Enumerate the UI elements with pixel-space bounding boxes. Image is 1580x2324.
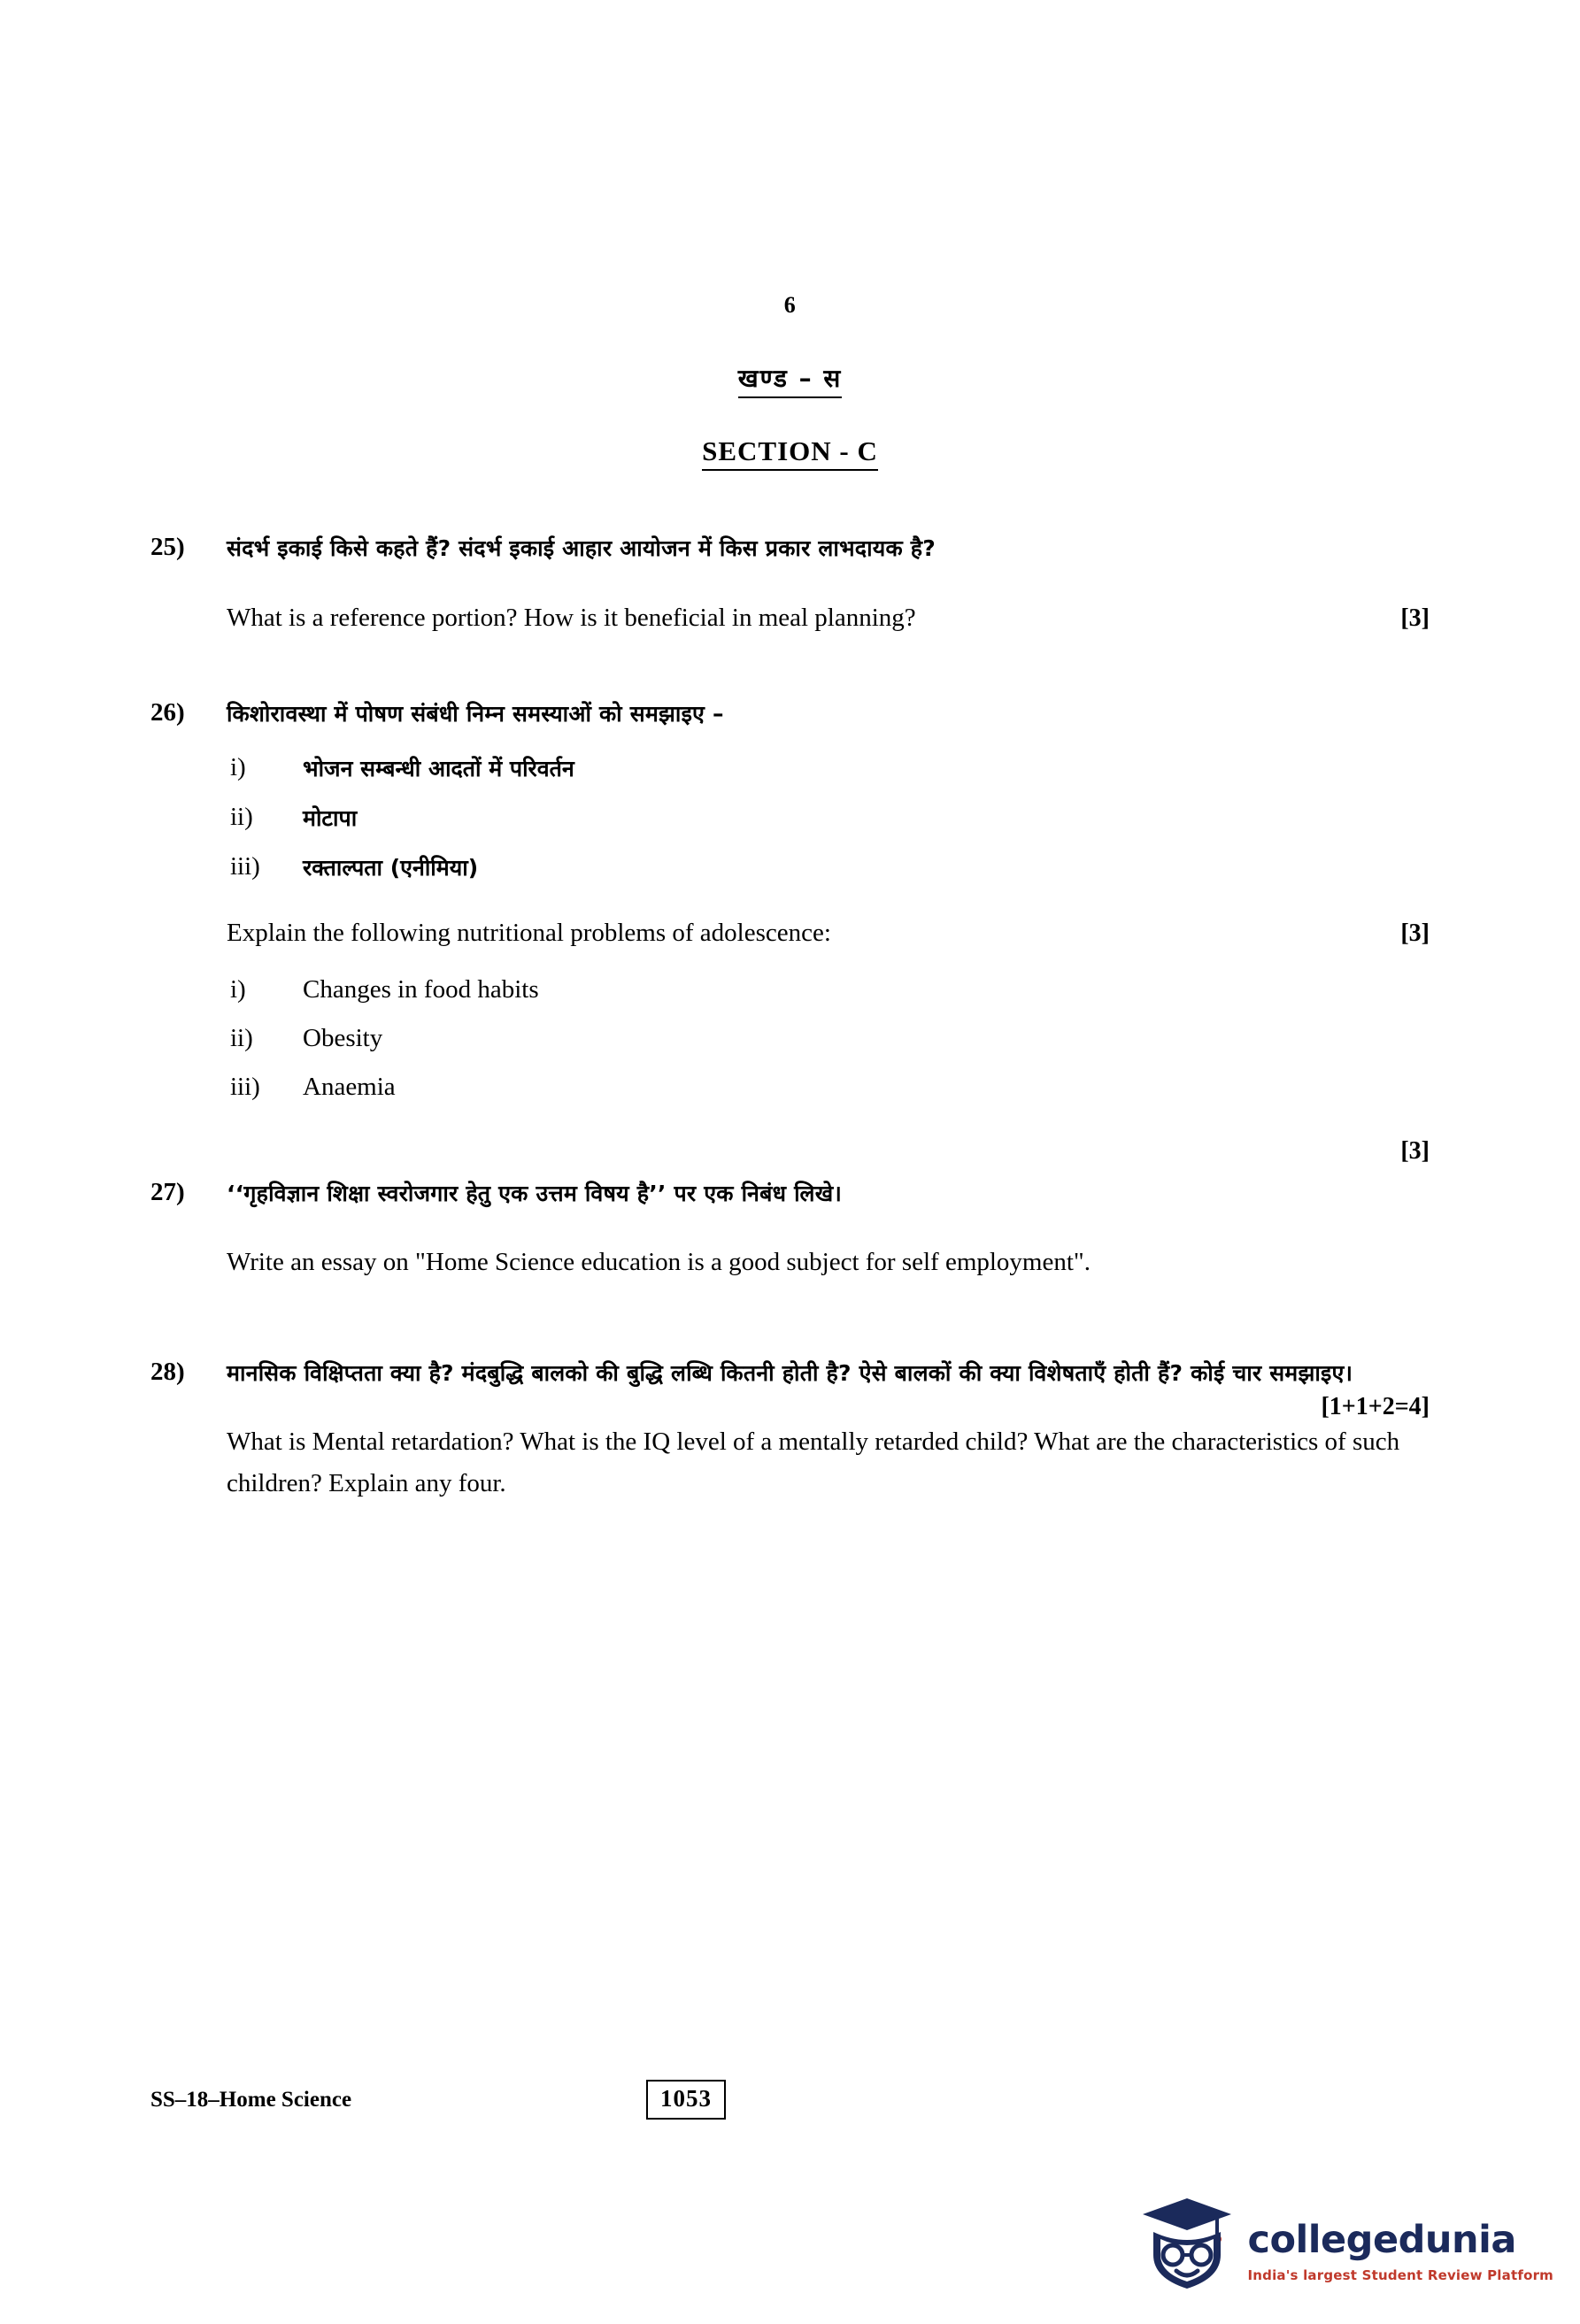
question-28-marks: [1+1+2=4] [1321,1392,1430,1420]
question-26 [150,696,1430,1102]
section-heading-english-text: SECTION - C [702,435,878,471]
list-item-label: Anaemia [303,1072,396,1101]
list-item [227,753,1430,783]
question-25-english: What is a reference portion? How is it beneficial in meal planning? [227,603,916,632]
question-26-hindi: किशोरावस्था में पोषण संबंधी निम्न समस्याओं को समझाइए – [227,700,724,727]
section-heading-hindi [150,361,1430,395]
question-25-number: 25) [150,533,185,561]
collegedunia-name: collegedunia [1247,2218,1516,2262]
question-26-english-list [227,975,1430,1102]
footer-subject-label: SS–18–Home Science [150,2087,352,2112]
question-27-number: 27) [150,1177,185,1206]
question-25-hindi: संदर्भ इकाई किसे कहते हैं? संदर्भ इकाई आहार आयोजन में किस प्रकार लाभदायक है? [227,535,936,561]
question-27-hindi: ‘‘गृहविज्ञान शिक्षा स्वरोजगार हेतु एक उत्तम विषय है’’ पर एक निबंध लिखे। [227,1180,843,1206]
page-number: 6 [783,292,797,318]
question-25 [150,531,1430,638]
collegedunia-mascot-icon [1139,2193,1235,2292]
question-25-marks: [3] [1400,604,1430,632]
list-item-label: Changes in food habits [303,974,539,1004]
section-heading-english [150,435,1430,467]
question-26-english: Explain the following nutritional problems of adolescence: [227,919,831,948]
collegedunia-tagline: India's largest Student Review Platform [1247,2267,1553,2283]
collegedunia-watermark [1139,2193,1553,2292]
question-26-marks: [3] [1400,920,1430,948]
list-item-roman: i) [230,974,246,1004]
list-item [227,1024,1430,1053]
list-item-label: मोटापा [303,805,358,832]
page-footer [150,2080,1430,2120]
list-item-roman: ii) [230,803,253,832]
question-27-english: Write an essay on "Home Science education is a good subject for self employment". [227,1248,1091,1277]
footer-paper-code: 1053 [646,2080,726,2120]
collegedunia-brand-text [1247,2218,1553,2292]
list-item-label: रक्ताल्पता (एनीमिया) [303,855,479,881]
list-item-label: भोजन सम्बन्धी आदतों में परिवर्तन [303,756,574,782]
list-item-roman: iii) [230,1072,260,1101]
list-item [227,852,1430,882]
question-28-hindi: मानसिक विक्षिप्तता क्या है? मंदबुद्धि बालको की बुद्धि लब्धि कितनी होती है? ऐसे बालकों की क्या विशेषताएँ होती हैं? कोई चार समझाइए। [227,1359,1353,1386]
section-heading-hindi-text: खण्ड – स [738,364,843,398]
question-26-hindi-list [227,753,1430,882]
list-item [227,1073,1430,1102]
list-item-roman: ii) [230,1023,253,1052]
question-27-marks: [3] [1400,1136,1430,1165]
question-28-number: 28) [150,1357,185,1386]
question-28-english: What is Mental retardation? What is the IQ level of a mentally retarded child? What are the characteristics of such children? Explain any four. [227,1427,1400,1497]
list-item-label: Obesity [303,1023,383,1052]
question-26-number: 26) [150,697,185,727]
list-item-roman: i) [230,753,246,782]
question-27 [150,1136,1430,1283]
list-item [227,803,1430,833]
list-item [227,975,1430,1004]
question-28 [150,1356,1430,1504]
list-item-roman: iii) [230,852,260,881]
